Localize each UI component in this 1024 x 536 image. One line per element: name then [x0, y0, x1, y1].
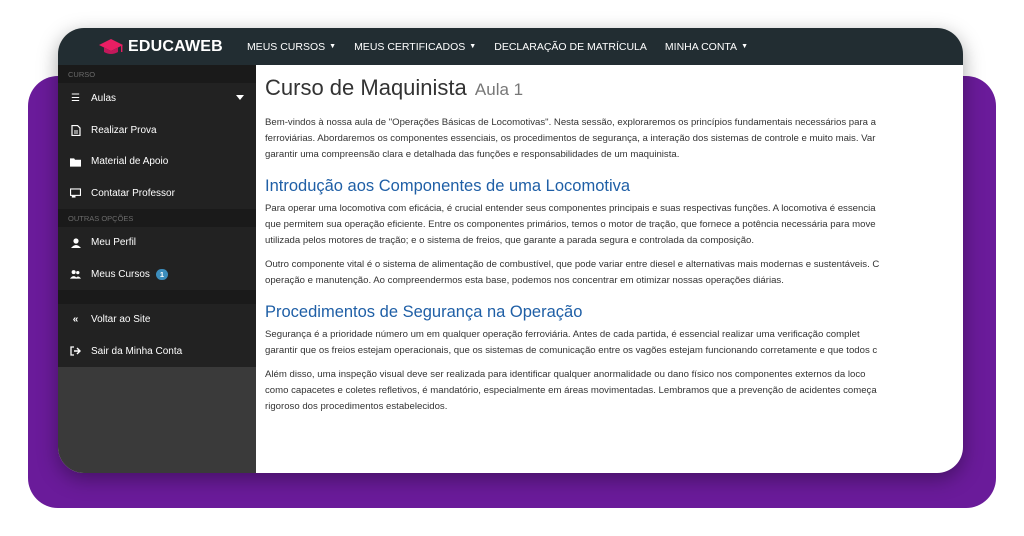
section-paragraph — [265, 201, 963, 249]
nav-label: MINHA CONTA — [664, 40, 738, 53]
sidebar-item-label: Voltar ao Site — [91, 314, 151, 326]
sidebar-item-label: Meu Perfil — [91, 237, 137, 249]
sidebar-item-material-apoio[interactable] — [58, 146, 256, 178]
sidebar-item-sair-conta[interactable] — [58, 336, 256, 368]
sidebar-item-label: Meus Cursos — [91, 268, 150, 280]
text-line: garantir uma compreensão clara e detalhada das funções e responsabilidades de um maquinista. — [265, 149, 680, 160]
nav-label: MEUS CERTIFICADOS — [354, 40, 466, 53]
section-heading: Introdução aos Componentes de uma Locomotiva — [265, 177, 631, 195]
chalkboard-icon — [70, 188, 81, 199]
top-navbar — [58, 28, 963, 65]
text-line: Outro componente vital é o sistema de alimentação de combustível, que pode variar entre diesel e alternativas mais modernas e sustentáveis. C — [265, 259, 880, 270]
nav-minha-conta[interactable] — [665, 41, 748, 53]
lesson-subtitle: Aula 1 — [474, 80, 524, 99]
browser-frame — [58, 28, 963, 473]
sidebar-menu — [58, 65, 256, 367]
section-paragraph — [265, 367, 963, 415]
text-line: operação e manutenção. Ao compreendermos esta base, podemos nos concentrar em otimizar nossas operações diárias. — [265, 275, 784, 286]
page-title — [265, 75, 963, 101]
section-heading: Procedimentos de Segurança na Operação — [265, 303, 583, 321]
text-line: que permitem sua operação eficiente. Entre os componentes primários, temos o motor de tração, que fornece a potência necessária para move — [265, 219, 876, 230]
text-line: rigoroso dos procedimentos estabelecidos. — [265, 401, 448, 412]
text-line: Segurança é a prioridade número um em qualquer operação ferroviária. Antes de cada partida, é essencial realizar uma verificação complet — [265, 329, 860, 340]
user-icon — [70, 237, 81, 248]
count-badge: 1 — [156, 269, 168, 280]
users-icon — [70, 269, 81, 280]
text-line: utilizada pelos motores de tração; e o sistema de freios, que garante a parada segura e controlada da composição. — [265, 235, 755, 246]
text-line: como capacetes e coletes refletivos, é mandatório, especialmente em áreas movimentadas. Lembramos que a prevenção de acidentes começa — [265, 385, 877, 396]
double-chevron-left-icon: « — [72, 314, 79, 326]
sign-out-icon — [70, 346, 81, 357]
sidebar-item-realizar-prova[interactable] — [58, 115, 256, 147]
intro-paragraph — [265, 115, 963, 163]
text-line: Para operar uma locomotiva com eficácia, é crucial entender seus componentes principais e suas respectivas funções. A locomotiva é essencia — [265, 203, 876, 214]
sidebar-item-label: Aulas — [91, 93, 117, 105]
sidebar-section-other: OUTRAS OPÇÕES — [58, 209, 256, 227]
folder-icon — [70, 156, 81, 167]
sidebar-divider — [58, 290, 256, 304]
caret-down-icon: ▼ — [469, 43, 477, 50]
course-title: Curso de Maquinista — [265, 75, 467, 100]
sidebar-item-label: Realizar Prova — [91, 124, 157, 136]
section-paragraph — [265, 257, 963, 289]
nav-label: DECLARAÇÃO DE MATRÍCULA — [494, 40, 647, 53]
nav-meus-certificados[interactable] — [354, 41, 476, 53]
sidebar-item-voltar-site[interactable] — [58, 304, 256, 336]
caret-down-icon: ▼ — [741, 43, 748, 50]
sidebar-item-label: Sair da Minha Conta — [91, 345, 183, 357]
sidebar-item-label: Material de Apoio — [91, 156, 169, 168]
text-line: ferroviárias. Abordaremos os componentes essenciais, os procedimentos de segurança, a interação dos sistemas de controle e muito mais. Var — [265, 133, 876, 144]
sidebar-item-meu-perfil[interactable] — [58, 227, 256, 259]
caret-down-icon: ▼ — [329, 43, 337, 50]
sidebar-item-contatar-professor[interactable] — [58, 178, 256, 210]
text-line: garantir que os freios estejam operacionais, que os sistemas de comunicação entre os vagões estejam funcionando corretamente e que todos c — [265, 345, 878, 356]
text-line: Além disso, uma inspeção visual deve ser realizada para identificar qualquer anormalidade ou dano físico nos componentes externos da loco — [265, 369, 866, 380]
brand-logo[interactable] — [98, 37, 223, 57]
caret-down-icon — [236, 95, 244, 100]
nav-label: MEUS CURSOS — [246, 40, 326, 53]
nav-declaracao-matricula[interactable] — [494, 41, 647, 53]
sidebar-item-aulas[interactable] — [58, 83, 256, 115]
list-icon: ☰ — [71, 93, 80, 105]
sidebar-item-label: Contatar Professor — [91, 187, 175, 199]
document-icon — [70, 125, 81, 136]
sidebar — [58, 65, 256, 473]
sidebar-section-course: CURSO — [58, 65, 256, 83]
text-line: Bem-vindos à nossa aula de "Operações Básicas de Locomotivas". Nesta sessão, exploraremos os princípios fundamentais necessários para a — [265, 117, 877, 128]
sidebar-item-meus-cursos[interactable] — [58, 259, 256, 291]
main-content — [256, 65, 963, 473]
graduation-cap-icon — [98, 37, 124, 57]
brand-name: EDUCAWEB — [128, 37, 223, 55]
section-paragraph — [265, 327, 963, 359]
nav-meus-cursos[interactable] — [247, 41, 336, 53]
